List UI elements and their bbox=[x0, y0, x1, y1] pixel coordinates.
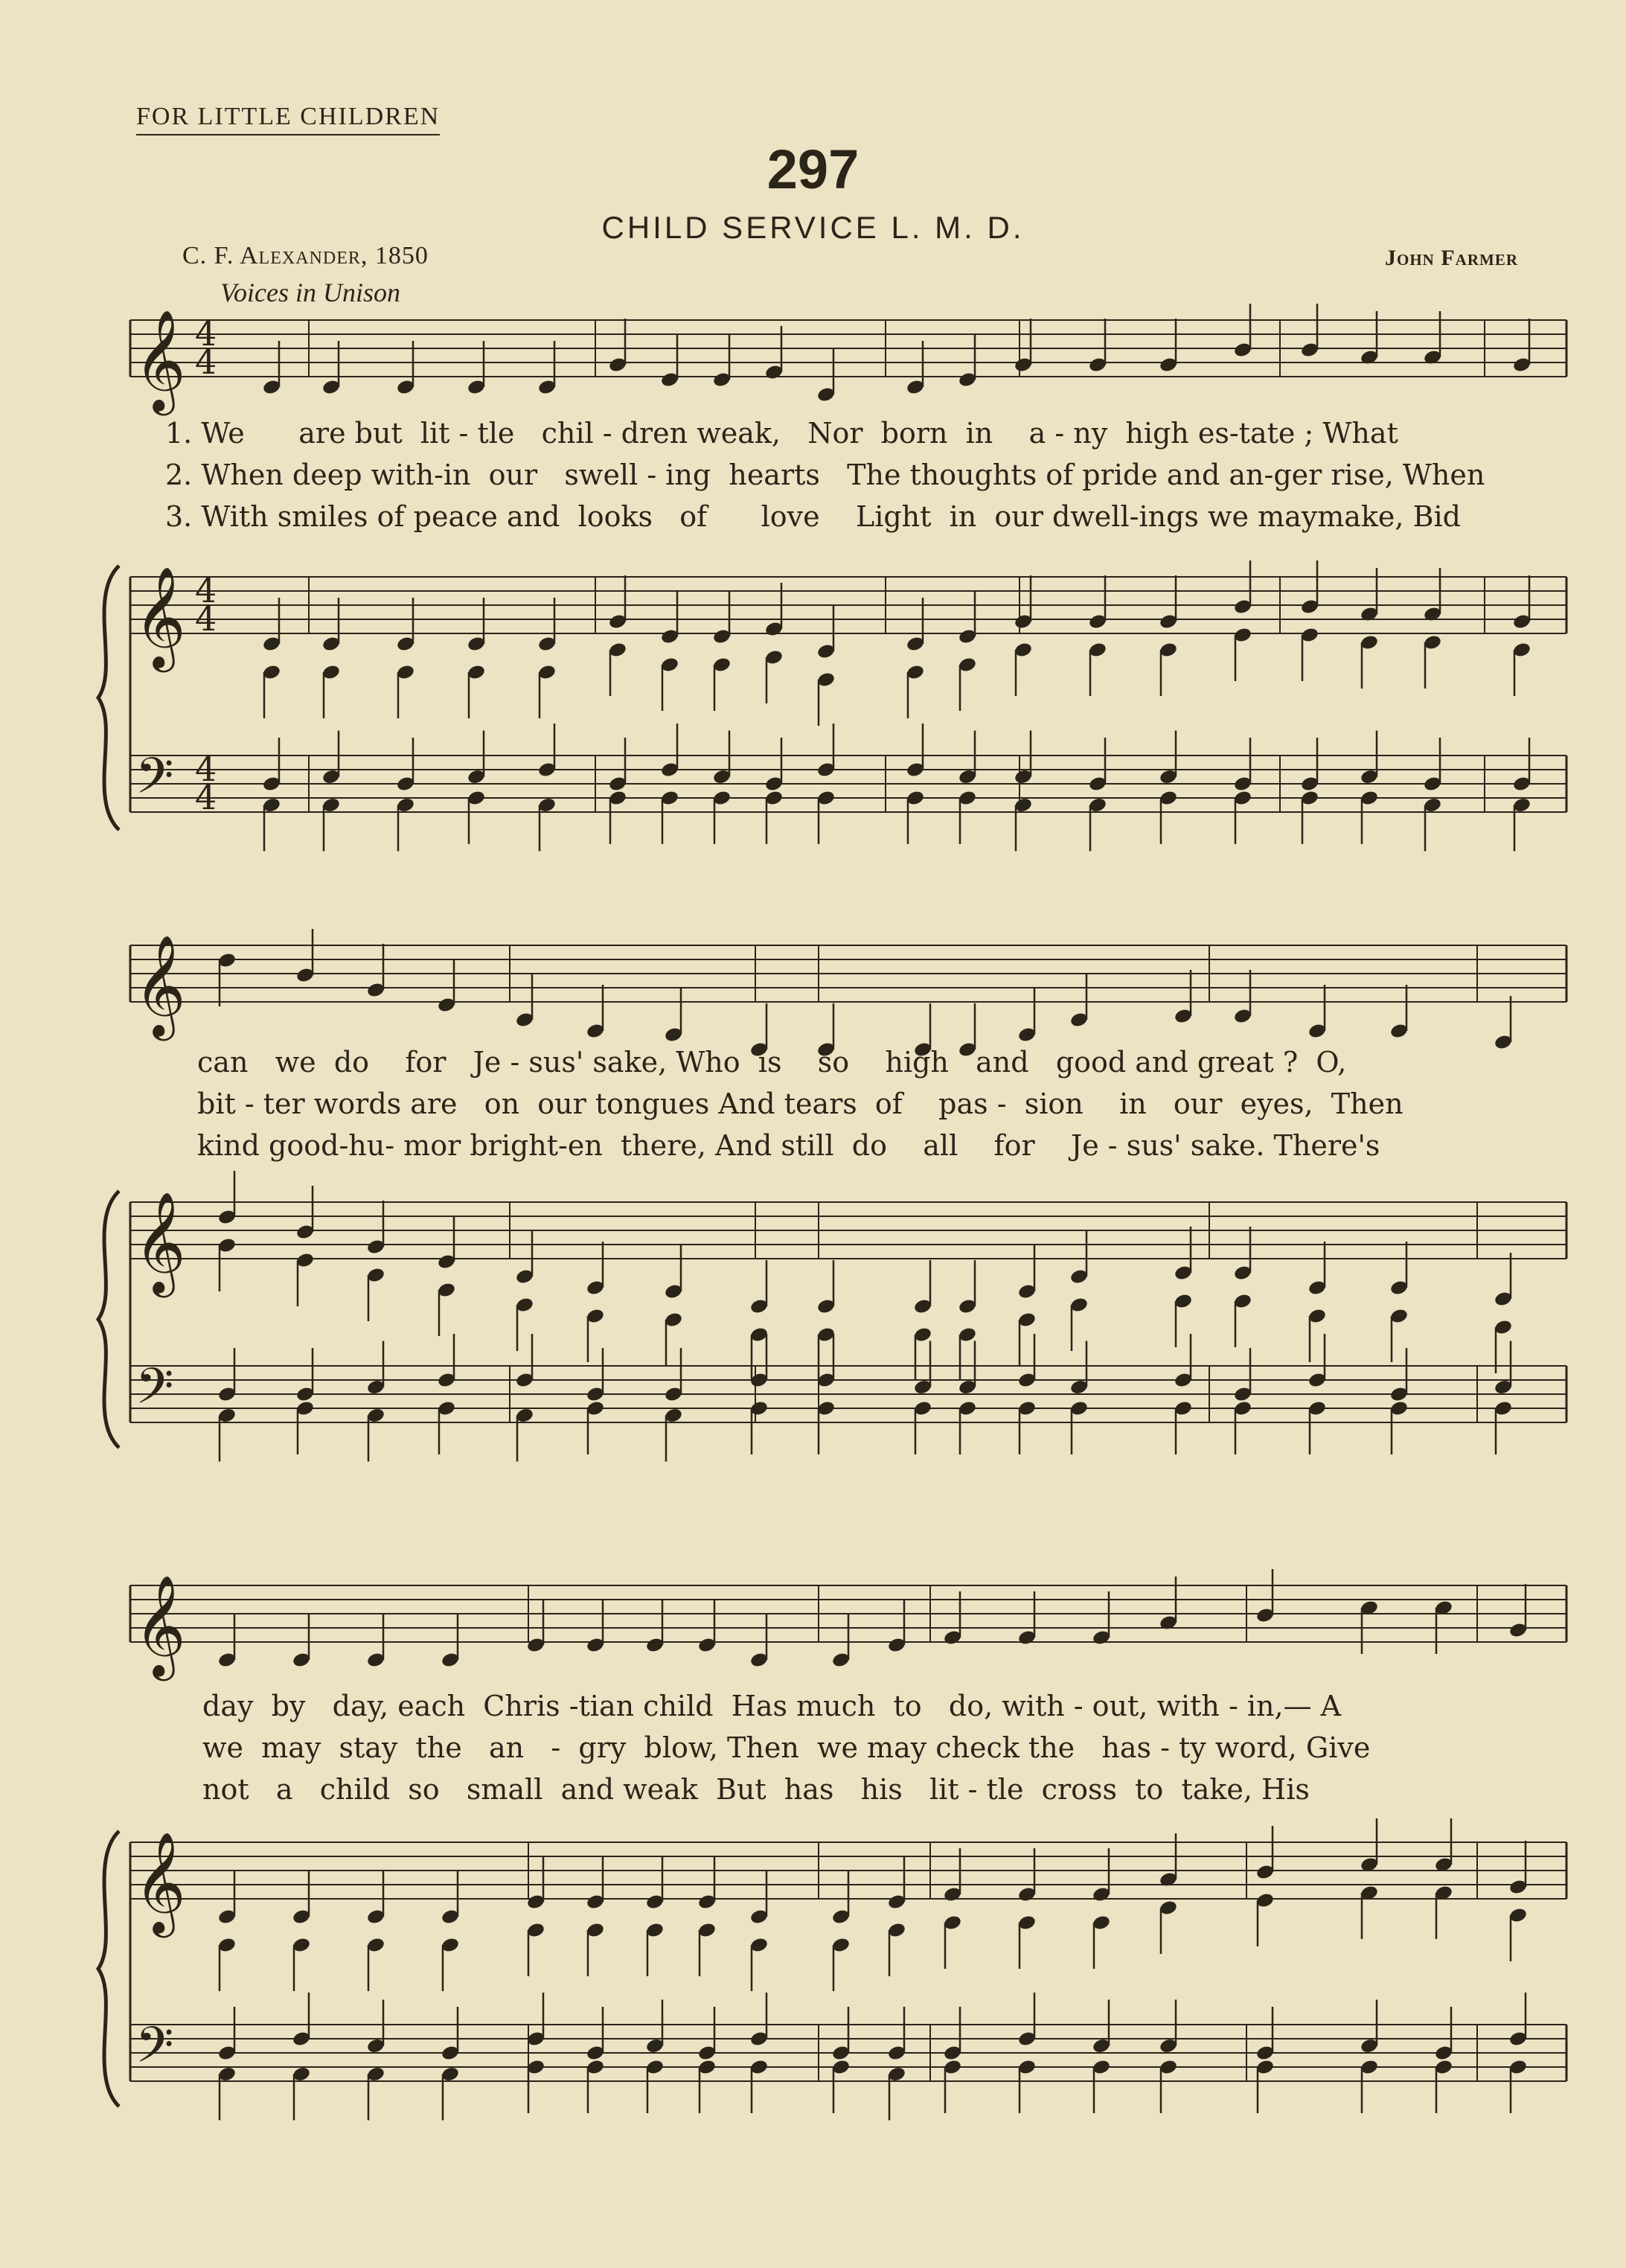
lyric-line: bit - ter words are on our tongues And tears of pas - sion in our eyes, Then bbox=[197, 1087, 1403, 1120]
staff-brace bbox=[98, 1191, 119, 1448]
treble-clef: 𝄞 bbox=[134, 1574, 186, 1676]
running-head: FOR LITTLE CHILDREN bbox=[136, 103, 440, 135]
lyric-line: 2. When deep with-in our swell - ing hearts The thoughts of pride and an-ger rise, When bbox=[165, 459, 1485, 491]
composer-credit: John Farmer bbox=[1385, 246, 1518, 270]
lyric-line: day by day, each Chris -tian child Has much to do, with - out, with - in,— A bbox=[202, 1690, 1342, 1722]
bass-clef: 𝄢 bbox=[135, 1358, 174, 1427]
treble-clef: 𝄞 bbox=[134, 1830, 186, 1933]
staff-brace bbox=[98, 566, 119, 830]
time-signature-top: 4 bbox=[195, 313, 217, 354]
treble-clef: 𝄞 bbox=[134, 1190, 186, 1293]
time-signature-bottom: 4 bbox=[195, 598, 217, 639]
time-signature-bottom: 4 bbox=[195, 342, 217, 382]
lyric-line: kind good-hu- mor bright-en there, And still do all for Je - sus' sake. There's bbox=[197, 1129, 1380, 1162]
treble-clef: 𝄞 bbox=[134, 565, 186, 668]
treble-clef: 𝄞 bbox=[134, 933, 186, 1036]
lyric-line: we may stay the an - gry blow, Then we may check the has - ty word, Give bbox=[202, 1731, 1371, 1764]
time-signature-bottom: 4 bbox=[195, 777, 217, 817]
hymn-number: 297 bbox=[766, 138, 860, 200]
tune-title: CHILD SERVICE L. M. D. bbox=[601, 210, 1025, 245]
time-signature-top: 4 bbox=[195, 749, 217, 789]
staff-brace bbox=[98, 1831, 119, 2106]
treble-clef: 𝄞 bbox=[134, 308, 186, 411]
author-credit: C. F. Alexander, 1850 bbox=[182, 242, 429, 269]
lyric-line: 3. With smiles of peace and looks of love Light in our dwell-ings we maymake, Bid bbox=[165, 500, 1461, 533]
time-signature-top: 4 bbox=[195, 570, 217, 610]
bass-clef: 𝄢 bbox=[135, 747, 174, 817]
lyric-line: 1. We are but lit - tle chil - dren weak, Nor born in a - ny high es-tate ; What bbox=[165, 417, 1398, 450]
bass-clef: 𝄢 bbox=[135, 2016, 174, 2086]
lyric-line: can we do for Je - sus' sake, Who is so high and good and great ? O, bbox=[197, 1046, 1347, 1079]
performance-note: Voices in Unison bbox=[220, 278, 400, 307]
lyric-line: not a child so small and weak But has his lit - tle cross to take, His bbox=[202, 1773, 1310, 1806]
